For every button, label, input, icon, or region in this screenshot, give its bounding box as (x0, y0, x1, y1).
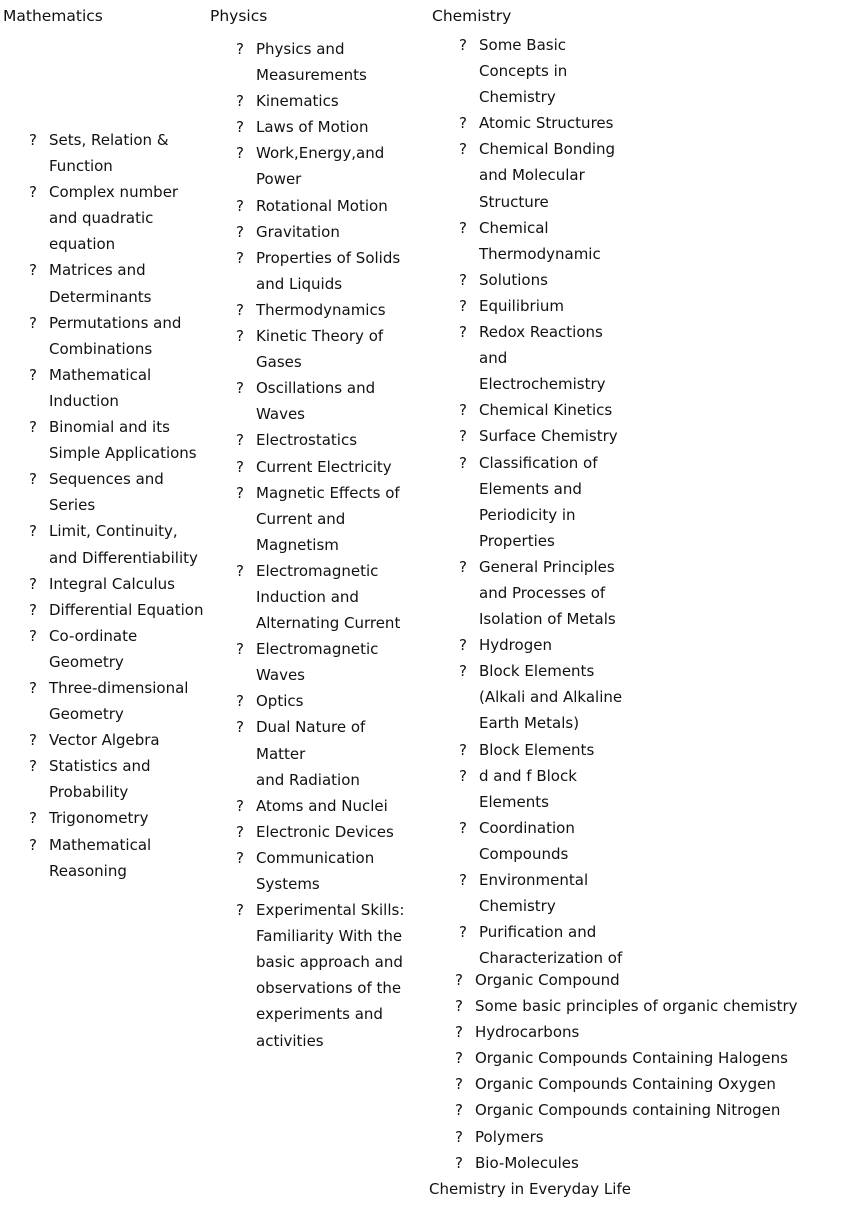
bullet-marker: ? (236, 796, 244, 815)
list-item (459, 450, 634, 554)
list-item-text: Polymers (475, 1127, 544, 1146)
list-item-text: and (479, 349, 508, 368)
list-item (459, 763, 634, 815)
list-item (29, 832, 209, 884)
list-item-text: Physics and (256, 40, 345, 58)
bullet-marker: ? (29, 470, 37, 489)
list-item (459, 110, 634, 136)
bullet-marker: ? (236, 692, 244, 711)
list-item-text: Organic Compounds Containing Oxygen (475, 1075, 776, 1094)
bullet-marker: ? (236, 327, 244, 346)
bullet-marker: ? (29, 835, 37, 854)
list-item-text: Three-dimensional (49, 678, 189, 697)
bullet-marker: ? (455, 1153, 463, 1172)
bullet-marker: ? (455, 1023, 463, 1042)
physics-title: Physics (210, 7, 268, 25)
bullet-marker: ? (29, 313, 37, 332)
list-item-text: and quadratic (49, 209, 154, 228)
bullet-marker: ? (459, 296, 467, 315)
bullet-marker: ? (29, 522, 37, 541)
list-item-text: Geometry (49, 705, 124, 724)
list-item-text: Electrochemistry (479, 375, 606, 394)
list-item-text: Environmental (479, 871, 589, 889)
list-item-text: (Alkali and Alkaline (479, 688, 623, 707)
list-item (459, 867, 634, 919)
list-item (29, 518, 209, 570)
list-item (455, 1071, 840, 1097)
list-item-text: Organic Compounds Containing Halogens (475, 1049, 788, 1068)
list-item-text: Chemical Bonding (479, 140, 616, 159)
list-item (459, 658, 634, 736)
bullet-marker: ? (236, 144, 244, 163)
organic-chemistry-topic-list (455, 967, 840, 1176)
bullet-marker: ? (29, 131, 37, 149)
list-item-text: Kinetic Theory of Gases (256, 327, 384, 372)
list-item (459, 737, 634, 763)
list-item (459, 919, 634, 971)
list-item-text: and Liquids (256, 274, 343, 293)
list-item-text: Equilibrium (479, 296, 564, 315)
list-item (236, 36, 416, 88)
list-item (29, 257, 209, 309)
list-item-text: Concepts in (479, 62, 568, 81)
list-item-text: Complex number (49, 183, 179, 202)
bullet-marker: ? (29, 261, 37, 280)
list-item (236, 819, 416, 845)
list-item (236, 427, 416, 453)
bullet-marker: ? (459, 270, 467, 289)
list-item (455, 1097, 840, 1123)
list-item-text: Chemistry (479, 88, 556, 107)
list-item-text: Simple Applications (49, 444, 197, 463)
list-item (455, 1124, 840, 1150)
list-item (236, 140, 416, 192)
bullet-marker: ? (236, 561, 244, 580)
mathematics-title: Mathematics (3, 7, 103, 25)
chemistry-topic-list (459, 32, 634, 971)
list-item-text: Current Electricity (256, 457, 392, 476)
list-item-text: Electrostatics (256, 431, 358, 450)
list-item-text: Electronic Devices (256, 822, 394, 841)
list-item-text: Matrices and (49, 261, 146, 280)
list-item-text: Vector Algebra (49, 731, 160, 750)
list-item-text: Laws of Motion (256, 118, 369, 137)
list-item (236, 688, 416, 714)
list-item (459, 423, 634, 449)
list-item (459, 136, 634, 214)
list-item-text: Sequences and Series (49, 470, 164, 515)
bullet-marker: ? (29, 626, 37, 645)
list-item-text: and Molecular (479, 166, 585, 185)
list-item-text: and Differentiability (49, 548, 198, 567)
list-item (459, 267, 634, 293)
list-item-text: Trigonometry (49, 809, 149, 828)
bullet-marker: ? (236, 901, 244, 920)
list-item-text: equation (49, 235, 116, 254)
list-item-text: Gravitation (256, 222, 340, 241)
list-item-text: and Processes of (479, 583, 606, 602)
bullet-marker: ? (459, 636, 467, 655)
list-item (29, 675, 209, 727)
list-item (236, 636, 416, 688)
list-item (236, 193, 416, 219)
bullet-marker: ? (236, 379, 244, 398)
list-item (459, 319, 634, 397)
list-item-text: Experimental Skills: (256, 901, 405, 920)
list-item (29, 179, 209, 257)
bullet-marker: ? (459, 923, 467, 942)
list-item-text: Integral Calculus (49, 574, 175, 593)
physics-topic-list (236, 36, 416, 1054)
list-item-text: Electromagnetic Waves (256, 640, 379, 685)
list-item-text: Redox Reactions (479, 323, 603, 342)
list-item-text: Atoms and Nuclei (256, 796, 388, 815)
list-item-text: Alternating Current (256, 614, 401, 633)
bullet-marker: ? (455, 1075, 463, 1094)
list-item-text: Chemical (479, 218, 549, 237)
list-item (236, 88, 416, 114)
bullet-marker: ? (29, 418, 37, 437)
chemistry-title: Chemistry (432, 7, 512, 25)
bullet-marker: ? (455, 1101, 463, 1120)
list-item-text: Compounds (479, 844, 569, 863)
bullet-marker: ? (455, 1049, 463, 1068)
bullet-marker: ? (236, 248, 244, 267)
bullet-marker: ? (459, 427, 467, 446)
list-item-text: Some Basic (479, 36, 567, 54)
list-item (236, 714, 416, 792)
bullet-marker: ? (459, 818, 467, 837)
chemistry-footer-text: Chemistry in Everyday Life (429, 1180, 631, 1198)
list-item-text: Combinations (49, 339, 153, 358)
list-item-text: Permutations and (49, 313, 182, 332)
list-item-text: Mathematical (49, 365, 152, 384)
list-item (29, 127, 209, 179)
list-item (455, 993, 840, 1019)
list-item-text: Structure (479, 192, 549, 211)
mathematics-topic-list (29, 127, 209, 884)
bullet-marker: ? (459, 323, 467, 342)
bullet-marker: ? (459, 740, 467, 759)
list-item-text: Determinants (49, 287, 152, 306)
list-item-text: Differential Equation (49, 600, 204, 619)
list-item-text: Geometry (49, 652, 124, 671)
list-item-text: Hydrogen (479, 636, 552, 655)
list-item (236, 114, 416, 140)
list-item (236, 558, 416, 636)
list-item-text: Binomial and its (49, 418, 170, 437)
list-item-text: Mathematical (49, 835, 152, 854)
bullet-marker: ? (29, 731, 37, 750)
list-item-text: observations of the (256, 979, 402, 998)
list-item (29, 597, 209, 623)
bullet-marker: ? (459, 140, 467, 159)
list-item-text: Coordination (479, 818, 575, 837)
list-item-text: Periodicity in (479, 505, 576, 524)
list-item-text: Characterization of (479, 949, 623, 968)
list-item (236, 245, 416, 297)
list-item (236, 793, 416, 819)
list-item (29, 753, 209, 805)
bullet-marker: ? (236, 848, 244, 867)
list-item-text: d and f Block (479, 766, 577, 785)
list-item (455, 1019, 840, 1045)
list-item (455, 1150, 840, 1176)
bullet-marker: ? (29, 757, 37, 776)
list-item-text: Elements and (479, 479, 582, 498)
bullet-marker: ? (459, 401, 467, 420)
list-item-text: Limit, Continuity, (49, 522, 178, 541)
list-item (459, 32, 634, 110)
list-item-text: Block Elements (479, 662, 595, 681)
bullet-marker: ? (29, 365, 37, 384)
bullet-marker: ? (236, 718, 244, 737)
bullet-marker: ? (459, 453, 467, 472)
bullet-marker: ? (236, 822, 244, 841)
list-item-text: Rotational Motion (256, 196, 388, 215)
list-item-text: Statistics and (49, 757, 151, 776)
bullet-marker: ? (236, 40, 244, 58)
list-item-text: experiments and (256, 1005, 383, 1024)
list-item-text: Purification and (479, 923, 597, 942)
list-item (236, 454, 416, 480)
list-item (459, 632, 634, 658)
bullet-marker: ? (459, 557, 467, 576)
bullet-marker: ? (29, 809, 37, 828)
bullet-marker: ? (236, 457, 244, 476)
list-item-text: Power (256, 170, 302, 189)
list-item-text: Bio-Molecules (475, 1153, 579, 1172)
bullet-marker: ? (236, 118, 244, 137)
list-item-text: Properties (479, 531, 555, 550)
list-item (29, 727, 209, 753)
list-item (459, 293, 634, 319)
list-item-text: Earth Metals) (479, 714, 580, 733)
list-item-text: Thermodynamic (479, 244, 601, 263)
list-item (236, 323, 416, 375)
list-item-text: Chemical Kinetics (479, 401, 613, 420)
list-item-text: Induction and (256, 587, 359, 606)
bullet-marker: ? (236, 300, 244, 319)
list-item-text: Sets, Relation & (49, 131, 169, 149)
bullet-marker: ? (236, 196, 244, 215)
bullet-marker: ? (455, 997, 463, 1016)
bullet-marker: ? (459, 662, 467, 681)
bullet-marker: ? (459, 871, 467, 889)
list-item (29, 414, 209, 466)
list-item (236, 297, 416, 323)
list-item-text: Solutions (479, 270, 548, 289)
list-item-text: Optics (256, 692, 304, 711)
bullet-marker: ? (236, 640, 244, 659)
list-item-text: Elements (479, 792, 549, 811)
bullet-marker: ? (236, 431, 244, 450)
list-item (29, 362, 209, 414)
bullet-marker: ? (29, 574, 37, 593)
list-item (455, 1045, 840, 1071)
list-item-text: Function (49, 157, 113, 176)
list-item-text: and Radiation (256, 770, 360, 789)
bullet-marker: ? (459, 218, 467, 237)
list-item (455, 967, 840, 993)
list-item-text: Magnetism (256, 535, 339, 554)
bullet-marker: ? (459, 36, 467, 54)
list-item-text: Magnetic Effects of (256, 483, 400, 502)
list-item-text: Classification of (479, 453, 598, 472)
list-item-text: activities (256, 1031, 324, 1050)
list-item-text: Probability (49, 783, 129, 802)
list-item-text: Atomic Structures (479, 114, 614, 133)
list-item-text: Systems (256, 875, 320, 893)
bullet-marker: ? (236, 222, 244, 241)
list-item (459, 215, 634, 267)
list-item (236, 897, 416, 1054)
list-item-text: Chemistry (479, 897, 556, 916)
list-item-text: Kinematics (256, 92, 339, 111)
list-item-text: Thermodynamics (256, 300, 386, 319)
list-item-text: Current and (256, 509, 346, 528)
list-item-text: Communication (256, 848, 375, 867)
list-item-text: Familiarity With the (256, 927, 403, 946)
list-item (459, 554, 634, 632)
list-item (236, 375, 416, 427)
list-item (236, 845, 416, 897)
list-item (29, 805, 209, 831)
list-item (459, 815, 634, 867)
list-item-text: Reasoning (49, 861, 127, 880)
bullet-marker: ? (29, 678, 37, 697)
list-item-text: Oscillations and Waves (256, 379, 376, 424)
list-item-text: General Principles (479, 557, 615, 576)
bullet-marker: ? (455, 1127, 463, 1146)
list-item (459, 397, 634, 423)
list-item-text: Electromagnetic (256, 561, 379, 580)
list-item (29, 571, 209, 597)
list-item (29, 310, 209, 362)
bullet-marker: ? (29, 183, 37, 202)
list-item-text: Organic Compounds containing Nitrogen (475, 1101, 781, 1120)
bullet-marker: ? (236, 483, 244, 502)
list-item-text: Block Elements (479, 740, 595, 759)
list-item (29, 623, 209, 675)
bullet-marker: ? (459, 766, 467, 785)
bullet-marker: ? (236, 92, 244, 111)
list-item-text: basic approach and (256, 953, 403, 972)
list-item-text: Dual Nature of Matter (256, 718, 366, 763)
list-item (29, 466, 209, 518)
list-item-text: Work,Energy,and (256, 144, 385, 163)
list-item-text: Properties of Solids (256, 248, 401, 267)
list-item (236, 219, 416, 245)
bullet-marker: ? (29, 600, 37, 619)
list-item-text: Some basic principles of organic chemistry (475, 997, 798, 1016)
list-item-text: Induction (49, 391, 119, 410)
list-item-text: Hydrocarbons (475, 1023, 580, 1042)
list-item-text: Measurements (256, 66, 367, 85)
list-item-text: Co-ordinate (49, 626, 138, 645)
list-item (236, 480, 416, 558)
list-item-text: Surface Chemistry (479, 427, 618, 446)
list-item-text: Isolation of Metals (479, 610, 616, 629)
list-item-text: Organic Compound (475, 971, 620, 989)
bullet-marker: ? (455, 971, 463, 989)
bullet-marker: ? (459, 114, 467, 133)
